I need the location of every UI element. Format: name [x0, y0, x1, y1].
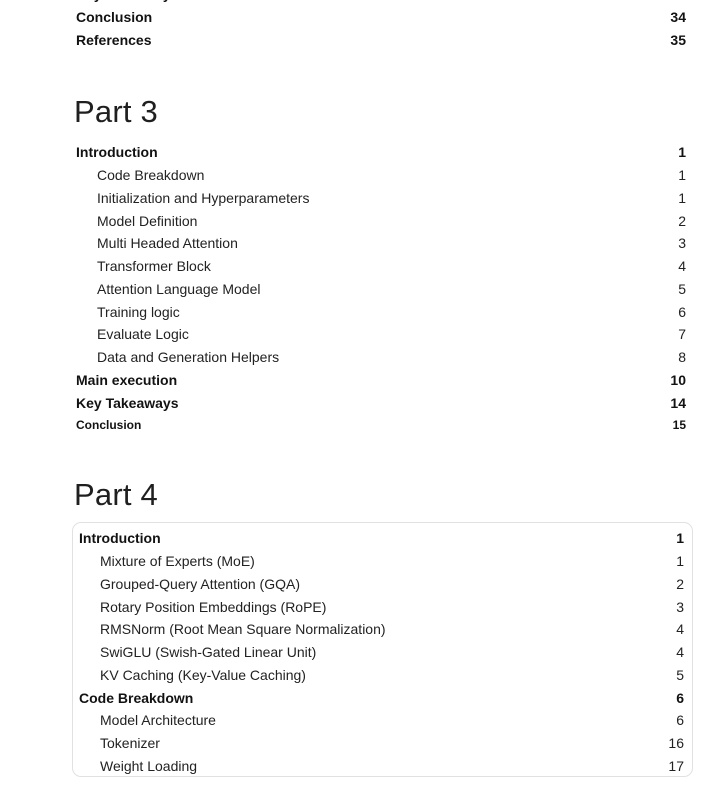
toc-entry-label: Grouped-Query Attention (GQA) [100, 575, 300, 592]
toc-overflow-list [76, 0, 686, 51]
toc-entry[interactable] [76, 369, 686, 392]
toc-entry-label: Evaluate Logic [97, 326, 189, 343]
toc-entry[interactable] [79, 755, 684, 778]
toc-entry-page-number: 3 [678, 235, 686, 252]
toc-entry-label: Main execution [76, 371, 178, 388]
toc-entry[interactable] [76, 323, 686, 346]
toc-entry-page-number: 5 [676, 666, 684, 683]
toc-entry-label: Code Breakdown [97, 167, 205, 184]
toc-entry-page-number: 4 [676, 644, 684, 661]
toc-entry-page-number: 4 [676, 621, 684, 638]
toc-entry-page-number: 6 [678, 303, 686, 320]
toc-entry-label: Transformer Block [97, 258, 211, 275]
toc-entry-page-number: 2 [676, 575, 684, 592]
toc-entry-page-number: 34 [670, 8, 686, 25]
toc-entry[interactable] [79, 527, 684, 550]
toc-entry-label: Model Architecture [100, 712, 216, 729]
toc-entry-label: Conclusion [76, 8, 153, 25]
toc-entry[interactable] [79, 664, 684, 687]
toc-entry-page-number: 35 [670, 31, 686, 48]
toc-entry-page-number: 8 [678, 349, 686, 366]
toc-entry-page-number: 1 [678, 189, 686, 206]
toc-entry-page-number: 5 [678, 280, 686, 297]
toc-entry-page-number: 16 [668, 735, 684, 752]
toc-entry-label: Initialization and Hyperparameters [97, 189, 310, 206]
toc-entry[interactable] [79, 595, 684, 618]
toc-entry[interactable] [79, 573, 684, 596]
toc-entry-page-number: 15 [672, 418, 686, 433]
toc-list-part-3 [76, 141, 686, 437]
toc-entry-label: Introduction [76, 144, 158, 161]
toc-entry[interactable] [76, 5, 686, 28]
toc-entry-page-number: 7 [678, 326, 686, 343]
toc-entry-page-number: 1 [676, 530, 684, 547]
toc-entry-page-number: 3 [676, 598, 684, 615]
toc-entry[interactable] [79, 686, 684, 709]
toc-entry[interactable] [76, 300, 686, 323]
toc-entry-label: Attention Language Model [97, 280, 261, 297]
toc-entry[interactable] [76, 28, 686, 51]
toc-entry-page-number: 4 [678, 258, 686, 275]
toc-entry-label: Introduction [79, 530, 161, 547]
toc-entry-label: RMSNorm (Root Mean Square Normalization) [100, 621, 386, 638]
toc-entry[interactable] [76, 209, 686, 232]
toc-entry-label: Weight Loading [100, 757, 198, 774]
toc-entry[interactable] [76, 414, 686, 437]
toc-entry[interactable] [76, 278, 686, 301]
toc-entry[interactable] [76, 232, 686, 255]
toc-entry-label: SwiGLU (Swish-Gated Linear Unit) [100, 644, 317, 661]
part-3-title: Part 3 [74, 94, 158, 129]
toc-entry-page-number: 10 [670, 371, 686, 388]
part-4-title: Part 4 [74, 477, 158, 512]
toc-entry[interactable] [76, 255, 686, 278]
toc-entry-label: Mixture of Experts (MoE) [100, 553, 255, 570]
toc-entry-label: Data and Generation Helpers [97, 349, 280, 366]
toc-entry-label: KV Caching (Key-Value Caching) [100, 666, 306, 683]
toc-entry[interactable] [79, 732, 684, 755]
toc-entry-page-number: 6 [676, 712, 684, 729]
toc-entry[interactable] [76, 391, 686, 414]
toc-entry-page-number: 6 [676, 689, 684, 706]
toc-entry-label [76, 0, 178, 2]
toc-entry[interactable] [76, 164, 686, 187]
toc-entry[interactable] [76, 141, 686, 164]
toc-entry-label: Rotary Position Embeddings (RoPE) [100, 598, 327, 615]
toc-entry-page-number: 2 [678, 212, 686, 229]
toc-entry[interactable] [79, 618, 684, 641]
toc-entry-label: Tokenizer [100, 735, 160, 752]
toc-entry-label: Training logic [97, 303, 180, 320]
toc-entry[interactable] [79, 641, 684, 664]
toc-entry-label: Conclusion [76, 418, 142, 433]
toc-entry[interactable] [79, 709, 684, 732]
toc-entry-label: Multi Headed Attention [97, 235, 238, 252]
toc-entry-page-number [670, 0, 686, 2]
toc-entry-label: Model Definition [97, 212, 198, 229]
toc-entry-page-number: 1 [678, 144, 686, 161]
toc-entry-label: Code Breakdown [79, 689, 194, 706]
toc-entry-page-number: 17 [668, 757, 684, 774]
toc-list-part-4-box [72, 522, 693, 777]
toc-entry-label: Key Takeaways [76, 394, 179, 411]
toc-entry-page-number: 14 [670, 394, 686, 411]
toc-entry[interactable] [76, 187, 686, 210]
toc-entry[interactable] [79, 550, 684, 573]
toc-entry-page-number: 1 [678, 167, 686, 184]
toc-entry-label: References [76, 31, 152, 48]
toc-entry[interactable] [76, 346, 686, 369]
toc-entry-page-number: 1 [676, 553, 684, 570]
